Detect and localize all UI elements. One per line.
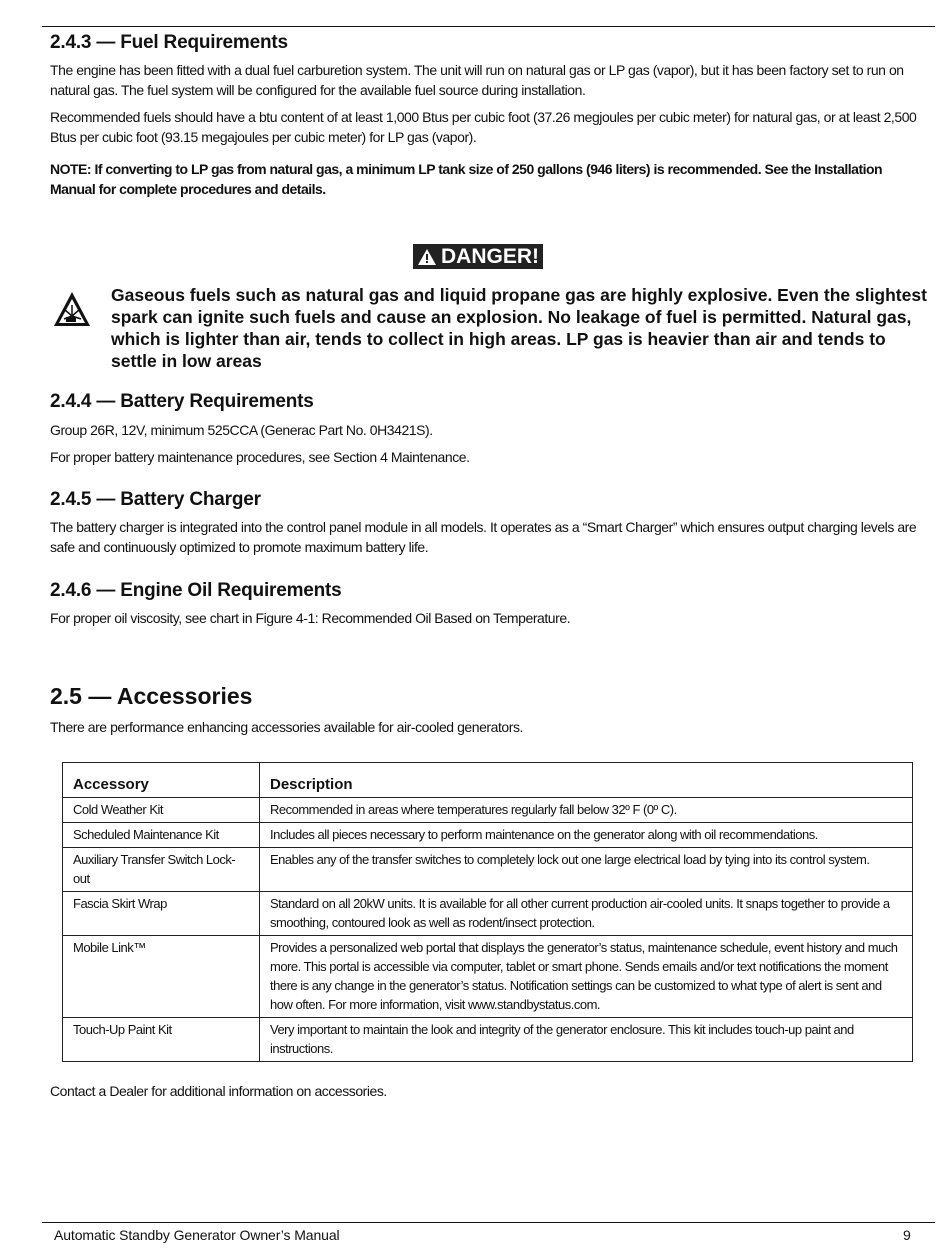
note: NOTE: If converting to LP gas from natural gas, a minimum LP tank size of 250 gallons (946 liters) is recommended. See the Installation Manual for complete procedures and details. [50,161,883,197]
paragraph: For proper oil viscosity, see chart in Figure 4-1: Recommended Oil Based on Temperature. [50,610,571,626]
section-heading: 2.4.5 — Battery Charger [50,489,261,510]
footer-title: Automatic Standby Generator Owner’s Manual [54,1227,340,1243]
explosion-hazard-icon [52,290,92,328]
section-heading: 2.4.4 — Battery Requirements [50,391,314,412]
table-row [63,1018,913,1062]
section-heading: 2.5 — Accessories [50,683,253,709]
column-header: Description [260,763,913,798]
section-accessories [50,683,930,737]
accessories-table [62,762,913,1062]
accessory-description: Recommended in areas where temperatures regularly fall below 32º F (0º C). [260,798,913,823]
danger-badge [413,244,543,269]
accessory-name: Fascia Skirt Wrap [63,892,260,936]
section-fuel-requirements [50,32,930,199]
table-row [63,848,913,892]
section-battery-requirements [50,391,930,467]
paragraph: The engine has been fitted with a dual fuel carburetion system. The unit will run on natural gas or LP gas (vapor), but it has been factory set to run on natural gas. The fuel system will be configured for the available fuel source during installation. [50,62,904,98]
accessory-name: Cold Weather Kit [63,798,260,823]
accessory-name: Scheduled Maintenance Kit [63,823,260,848]
table-row [63,798,913,823]
paragraph: The battery charger is integrated into the control panel module in all models. It operates as a “Smart Charger” which ensures output charging levels are safe and continuously optimized to promote maximum battery life. [50,519,917,555]
section-engine-oil [50,580,930,628]
paragraph: Group 26R, 12V, minimum 525CCA (Generac Part No. 0H3421S). [50,422,433,438]
table-row [63,936,913,1018]
page-number: 9 [903,1227,911,1243]
accessory-description: Standard on all 20kW units. It is available for all other current production air-cooled units. It snaps together to provide a smoothing, contoured look as well as rodent/insect protection. [260,892,913,936]
top-rule [42,26,935,27]
accessory-name: Auxiliary Transfer Switch Lock-out [63,848,260,892]
accessory-description: Very important to maintain the look and integrity of the generator enclosure. This kit includes touch-up paint and instructions. [260,1018,913,1062]
danger-label: DANGER! [441,245,539,268]
contact-dealer-text: Contact a Dealer for additional information on accessories. [50,1083,387,1099]
paragraph: For proper battery maintenance procedures, see Section 4 Maintenance. [50,449,470,465]
paragraph: Recommended fuels should have a btu content of at least 1,000 Btus per cubic foot (37.26 megjoules per cubic meter) for natural gas, or at least 2,500 Btus per cubic foot (93.15 megajoules per cubic meter) for LP gas (vapor). [50,109,917,145]
accessory-name: Mobile Link™ [63,936,260,1018]
accessory-description: Provides a personalized web portal that displays the generator’s status, maintenance schedule, event history and much more. This portal is accessible via computer, tablet or smart phone. Sends emails and/or text notifications the moment there is any change in the generator’s status. Notification settings can be customized to what type of alert is sent and how often. For more information, visit www.standbystatus.com. [260,936,913,1018]
section-heading: 2.4.6 — Engine Oil Requirements [50,580,342,601]
table-header-row [63,763,913,798]
accessory-description: Includes all pieces necessary to perform maintenance on the generator along with oil recommendations. [260,823,913,848]
table-row [63,892,913,936]
footer-rule [42,1222,935,1223]
section-battery-charger [50,489,930,557]
section-heading: 2.4.3 — Fuel Requirements [50,32,288,53]
accessory-description: Enables any of the transfer switches to completely lock out one large electrical load by tying into its control system. [260,848,913,892]
paragraph: There are performance enhancing accessories available for air-cooled generators. [50,719,523,735]
danger-message: Gaseous fuels such as natural gas and liquid propane gas are highly explosive. Even the slightest spark can ignite such fuels and cause an explosion. No leakage of fuel is permitted. Natural gas, which is lighter than air, tends to collect in high areas. LP gas is heavier than air and tends to settle in low areas [111,285,927,371]
warning-icon [417,248,437,266]
column-header: Accessory [63,763,260,798]
accessory-name: Touch-Up Paint Kit [63,1018,260,1062]
table-row [63,823,913,848]
